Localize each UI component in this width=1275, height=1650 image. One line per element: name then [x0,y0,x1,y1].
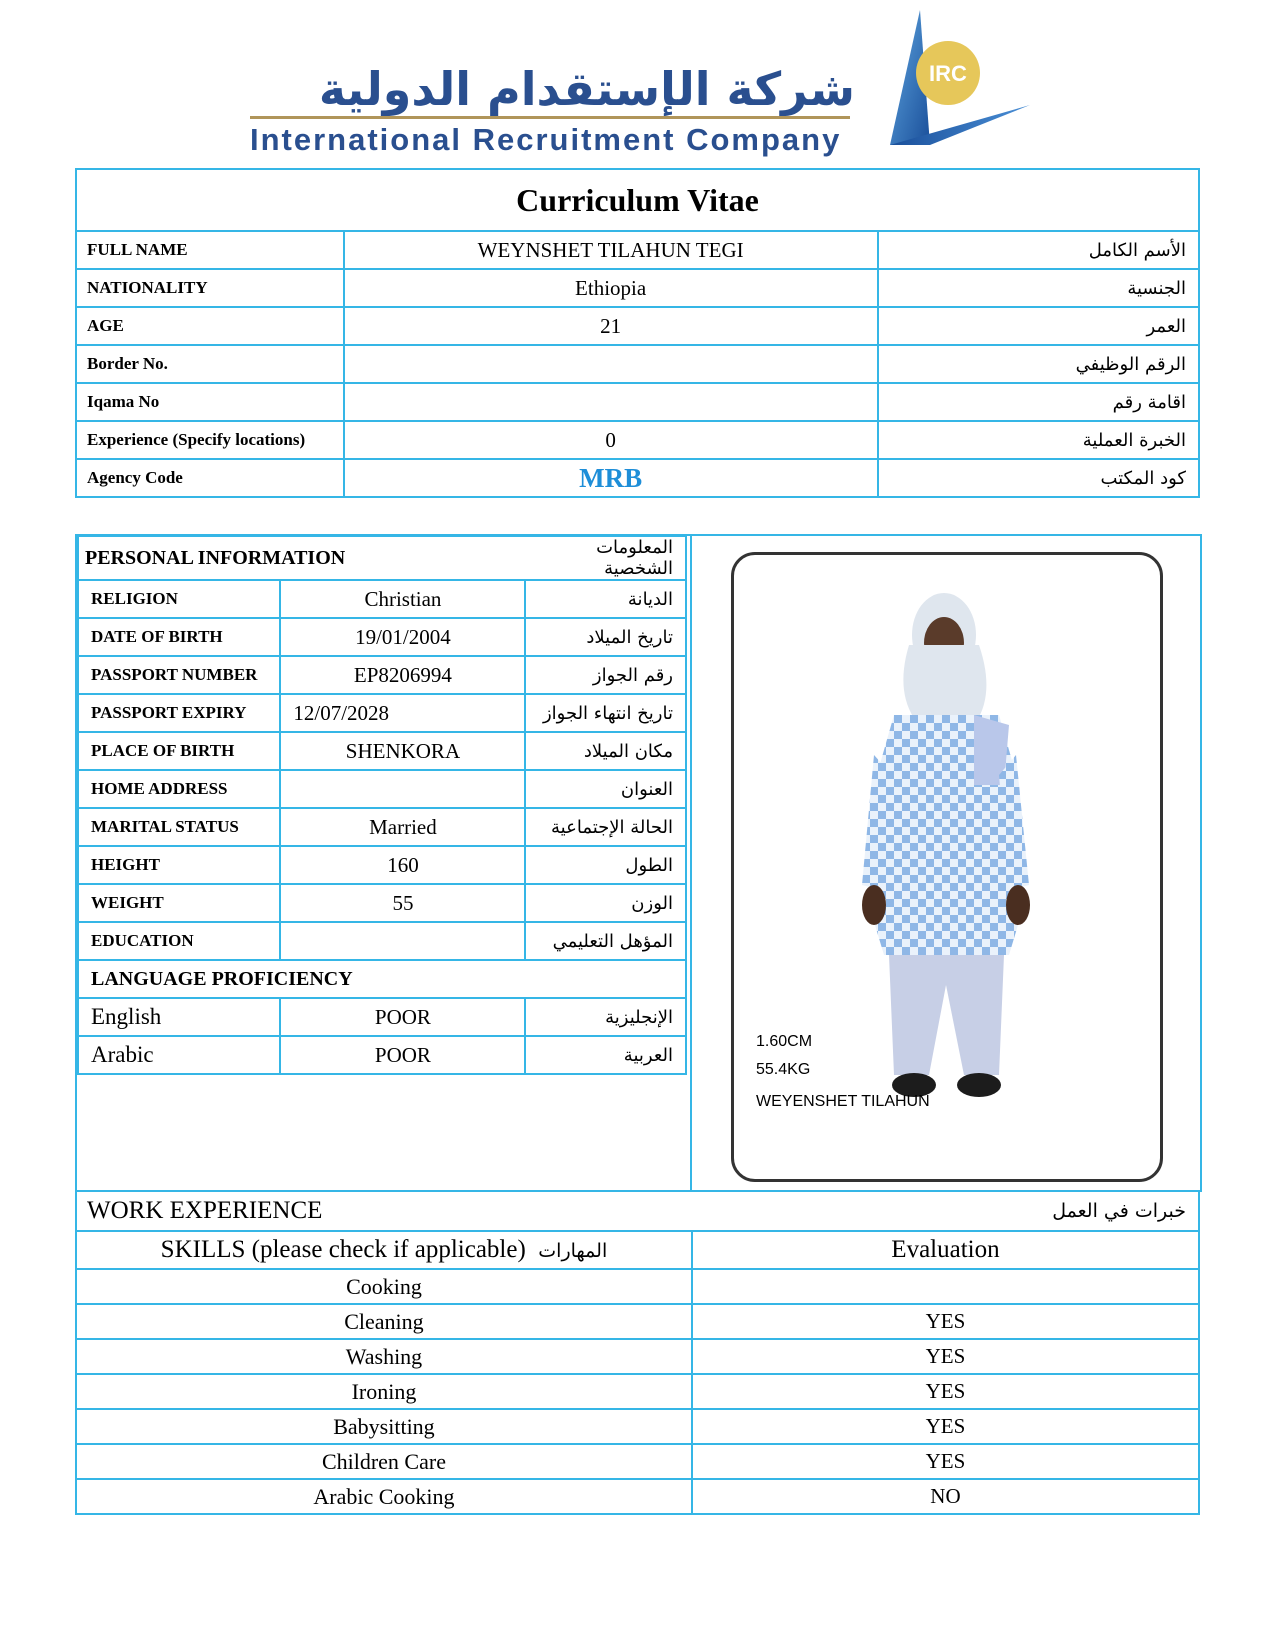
pi-row-weight [78,884,686,922]
pi-label: MARITAL STATUS [78,808,280,846]
pi-label-ar: تاريخ انتهاء الجواز [525,694,686,732]
pi-label: HOME ADDRESS [78,770,280,808]
pi-value: Married [280,808,525,846]
pi-label-ar: تاريخ الميلاد [525,618,686,656]
pi-label-ar: الطول [525,846,686,884]
cv-row-agency-code [76,459,1199,497]
language-row-english [78,998,686,1036]
cv-label: Agency Code [76,459,344,497]
cv-value: Ethiopia [344,269,878,307]
pi-label: HEIGHT [78,846,280,884]
photo-height-caption: 1.60CM [756,1033,813,1050]
cv-label: FULL NAME [76,231,344,269]
skill-name: Cleaning [76,1304,692,1339]
photo-name-caption: WEYENSHET TILAHUN [756,1093,930,1110]
cv-value: 21 [344,307,878,345]
language-level: POOR [280,1036,525,1074]
cv-row-full-name [76,231,1199,269]
skills-heading-en: SKILLS (please check if applicable) [160,1236,526,1263]
company-logo-icon [870,5,1090,155]
pi-row-religion [78,580,686,618]
agency-code-value: MRB [344,459,878,497]
skills-heading-row [76,1231,1199,1269]
cv-value: WEYNSHET TILAHUN TEGI [344,231,878,269]
personal-info-heading-ar: المعلومات الشخصية [525,536,686,580]
evaluation-heading: Evaluation [692,1231,1199,1269]
pi-value: Christian [280,580,525,618]
pi-row-place-of-birth [78,732,686,770]
pi-label: WEIGHT [78,884,280,922]
cv-summary-table [75,168,1200,498]
pi-value: 55 [280,884,525,922]
pi-label-ar: الحالة الإجتماعية [525,808,686,846]
cv-row-nationality [76,269,1199,307]
logo-arabic-text: شركة الإستقدام الدولية [318,62,855,116]
skills-heading [76,1231,692,1269]
skill-name: Ironing [76,1374,692,1409]
photo-weight-caption: 55.4KG [756,1061,811,1078]
cv-label-ar: اقامة رقم [878,383,1199,421]
logo-english-text: International Recruitment Company [250,122,842,157]
skills-table [75,1190,1200,1515]
cv-label-ar: العمر [878,307,1199,345]
cv-value: 0 [344,421,878,459]
personal-info-heading: PERSONAL INFORMATION [78,536,525,580]
pi-label-ar: رقم الجواز [525,656,686,694]
personal-info-heading-row [78,536,686,580]
skills-heading-ar: المهارات [538,1240,608,1262]
skill-name: Children Care [76,1444,692,1479]
pi-label: PLACE OF BIRTH [78,732,280,770]
header [0,0,1275,165]
cv-label-ar: الرقم الوظيفي [878,345,1199,383]
pi-label: PASSPORT EXPIRY [78,694,280,732]
cv-value [344,383,878,421]
language-label: English [78,998,280,1036]
skill-row [76,1444,1199,1479]
work-experience-label: WORK EXPERIENCE [76,1191,692,1231]
pi-label-ar: المؤهل التعليمي [525,922,686,960]
language-row-arabic [78,1036,686,1074]
pi-row-passport-expiry [78,694,686,732]
pi-value: SHENKORA [280,732,525,770]
cv-row-experience [76,421,1199,459]
cv-row-border-no [76,345,1199,383]
pi-label-ar: الديانة [525,580,686,618]
skill-row [76,1409,1199,1444]
pi-row-passport-number [78,656,686,694]
language-label-ar: العربية [525,1036,686,1074]
cv-label: AGE [76,307,344,345]
pi-value: 19/01/2004 [280,618,525,656]
language-level: POOR [280,998,525,1036]
logo-badge-text: IRC [929,61,967,86]
cv-row-iqama-no [76,383,1199,421]
pi-row-date-of-birth [78,618,686,656]
section-divider [690,534,692,1190]
skill-row [76,1374,1199,1409]
cv-title: Curriculum Vitae [76,169,1199,231]
skill-evaluation: NO [692,1479,1199,1514]
pi-label-ar: العنوان [525,770,686,808]
skill-evaluation: YES [692,1374,1199,1409]
work-experience-label-ar: خبرات في العمل [692,1191,1199,1231]
language-proficiency-heading: LANGUAGE PROFICIENCY [78,960,686,998]
cv-label: NATIONALITY [76,269,344,307]
pi-row-marital-status [78,808,686,846]
pi-value: EP8206994 [280,656,525,694]
pi-value [280,770,525,808]
skill-name: Babysitting [76,1409,692,1444]
logo-underline [250,116,850,119]
pi-row-height [78,846,686,884]
skill-evaluation: YES [692,1304,1199,1339]
skill-evaluation: YES [692,1444,1199,1479]
cv-label: Experience (Specify locations) [76,421,344,459]
applicant-photo [734,555,1160,1179]
skill-evaluation: YES [692,1409,1199,1444]
skill-name: Washing [76,1339,692,1374]
skill-row [76,1304,1199,1339]
skill-evaluation: YES [692,1339,1199,1374]
personal-info-table [77,535,687,1075]
work-experience-row [76,1191,1199,1231]
cv-label-ar: الأسم الكامل [878,231,1199,269]
pi-label: EDUCATION [78,922,280,960]
pi-label: DATE OF BIRTH [78,618,280,656]
pi-label-ar: مكان الميلاد [525,732,686,770]
pi-row-education [78,922,686,960]
pi-label: RELIGION [78,580,280,618]
pi-row-home-address [78,770,686,808]
pi-label: PASSPORT NUMBER [78,656,280,694]
language-proficiency-heading-row [78,960,686,998]
skill-evaluation [692,1269,1199,1304]
cv-label-ar: الجنسية [878,269,1199,307]
skill-name: Cooking [76,1269,692,1304]
cv-label-ar: كود المكتب [878,459,1199,497]
skill-row [76,1339,1199,1374]
pi-value: 12/07/2028 [280,694,525,732]
pi-value: 160 [280,846,525,884]
skill-row [76,1479,1199,1514]
pi-value [280,922,525,960]
pi-label-ar: الوزن [525,884,686,922]
cv-row-age [76,307,1199,345]
cv-value [344,345,878,383]
language-label-ar: الإنجليزية [525,998,686,1036]
applicant-photo-card [731,552,1163,1182]
language-label: Arabic [78,1036,280,1074]
skill-row [76,1269,1199,1304]
skill-name: Arabic Cooking [76,1479,692,1514]
cv-label-ar: الخبرة العملية [878,421,1199,459]
cv-label: Border No. [76,345,344,383]
cv-label: Iqama No [76,383,344,421]
